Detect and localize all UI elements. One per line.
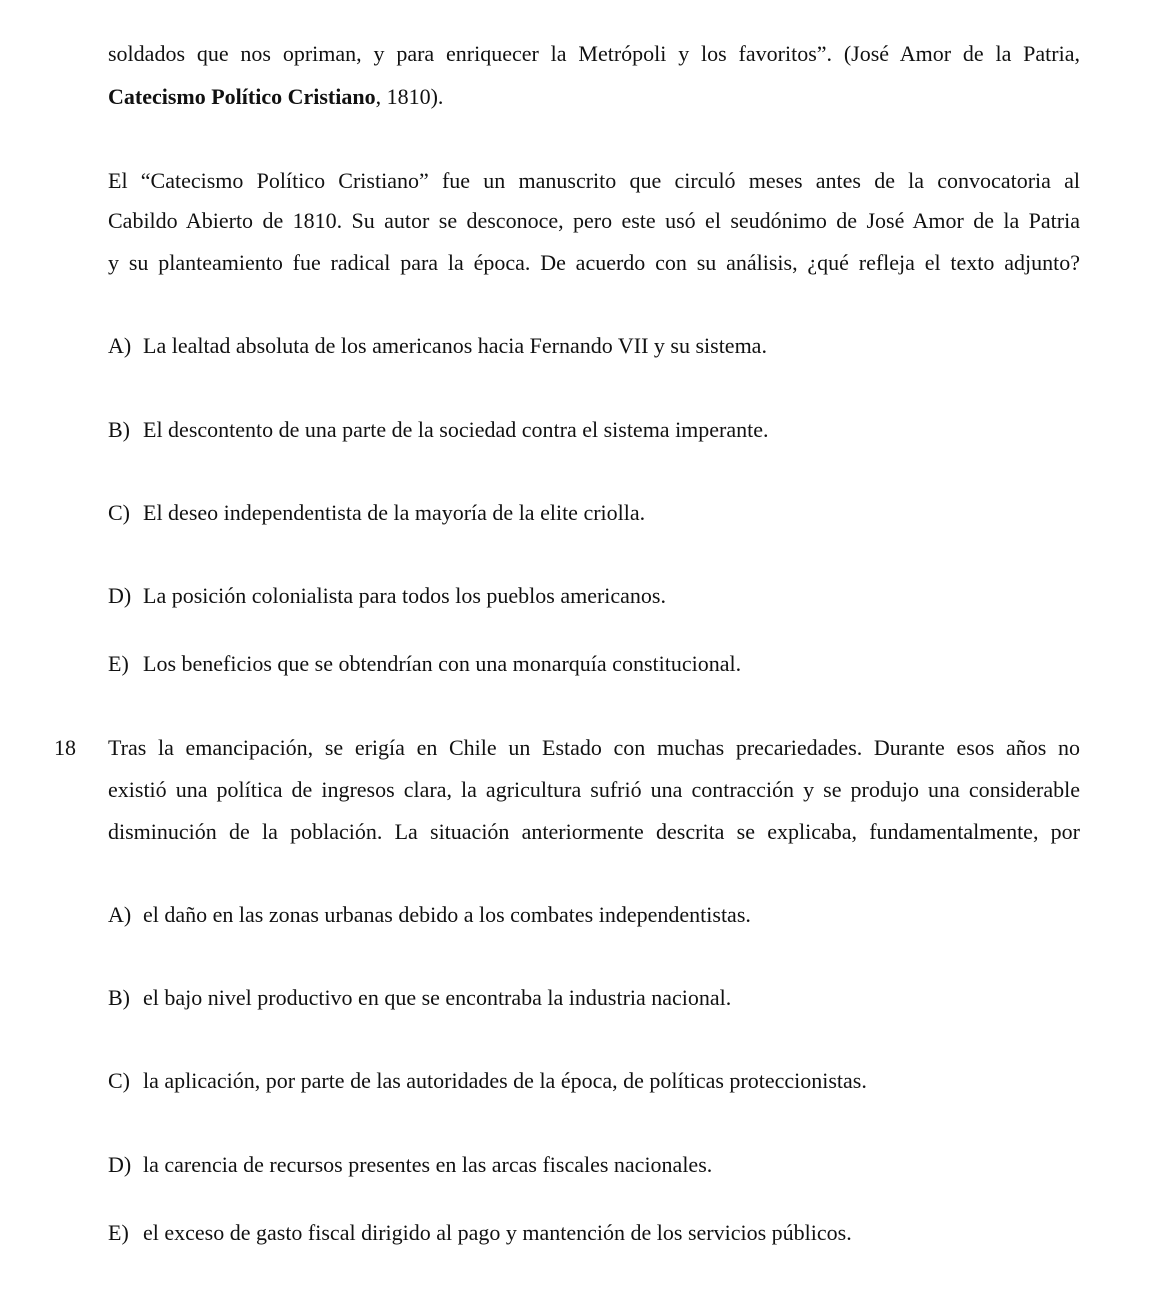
q18-option-d[interactable] <box>108 1154 712 1176</box>
option-text: La lealtad absoluta de los americanos hacia Fernando VII y su sistema. <box>143 333 767 358</box>
quote-source <box>108 86 443 108</box>
option-text: Los beneficios que se obtendrían con una monarquía constitucional. <box>143 651 742 676</box>
option-letter: D) <box>108 1152 132 1177</box>
q18-option-a[interactable] <box>108 904 751 926</box>
option-letter: E) <box>108 1220 129 1245</box>
q18-option-c[interactable] <box>108 1070 867 1092</box>
q17-option-d[interactable] <box>108 585 666 607</box>
option-text: la carencia de recursos presentes en las arcas fiscales nacionales. <box>143 1152 713 1177</box>
option-letter: B) <box>108 417 130 442</box>
option-letter: C) <box>108 1068 130 1093</box>
option-letter: C) <box>108 500 130 525</box>
q17-option-e[interactable] <box>108 653 741 675</box>
option-text: el exceso de gasto fiscal dirigido al pago y mantención de los servicios públicos. <box>143 1220 852 1245</box>
option-letter: A) <box>108 333 132 358</box>
option-letter: D) <box>108 583 132 608</box>
option-letter: B) <box>108 985 130 1010</box>
quote-line: soldados que nos opriman, y para enriquecer la Metrópoli y los favoritos”. (José Amor de la Patria, <box>108 41 1080 66</box>
q17-stem-line: y su planteamiento fue radical para la época. De acuerdo con su análisis, ¿qué refleja el texto adjunto? <box>108 250 1080 275</box>
option-text: el bajo nivel productivo en que se encontraba la industria nacional. <box>143 985 732 1010</box>
q17-option-c[interactable] <box>108 502 645 524</box>
option-letter: E) <box>108 651 129 676</box>
option-text: La posición colonialista para todos los pueblos americanos. <box>143 583 666 608</box>
q17-option-b[interactable] <box>108 419 769 441</box>
q17-stem-line: El “Catecismo Político Cristiano” fue un manuscrito que circuló meses antes de la convocatoria al <box>108 168 1080 193</box>
q17-option-a[interactable] <box>108 335 767 357</box>
option-text: El deseo independentista de la mayoría de la elite criolla. <box>143 500 646 525</box>
q18-option-b[interactable] <box>108 987 731 1009</box>
option-text: el daño en las zonas urbanas debido a los combates independentistas. <box>143 902 751 927</box>
q17-stem-line: Cabildo Abierto de 1810. Su autor se desconoce, pero este usó el seudónimo de José Amor de la Patria <box>108 208 1080 233</box>
quote-source-title: Catecismo Político Cristiano <box>108 84 376 109</box>
q18-stem-line: Tras la emancipación, se erigía en Chile un Estado con muchas precariedades. Durante esos años no <box>108 735 1080 760</box>
option-text: la aplicación, por parte de las autoridades de la época, de políticas proteccionistas. <box>143 1068 867 1093</box>
q18-option-e[interactable] <box>108 1222 852 1244</box>
quote-source-year: , 1810). <box>375 84 444 109</box>
question-number: 18 <box>54 735 76 760</box>
option-letter: A) <box>108 902 132 927</box>
q18-stem-line: existió una política de ingresos clara, la agricultura sufrió una contracción y se produjo una considerable <box>108 777 1080 802</box>
q18-stem-line: disminución de la población. La situación anteriormente descrita se explicaba, fundamentalmente, por <box>108 819 1080 844</box>
option-text: El descontento de una parte de la sociedad contra el sistema imperante. <box>143 417 769 442</box>
